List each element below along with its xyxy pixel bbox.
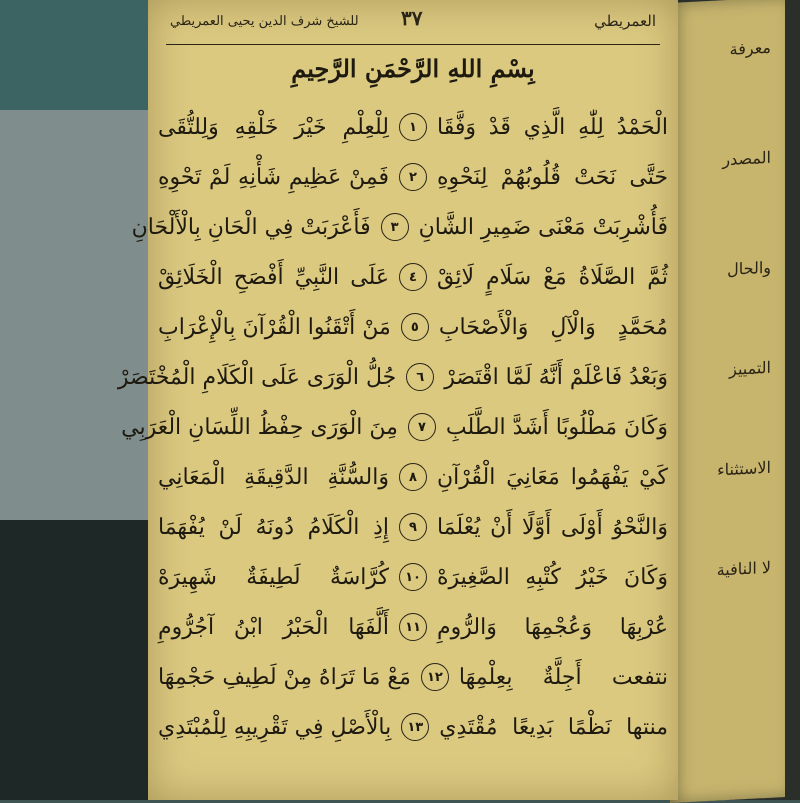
first-hemistich: منتها نَظْمًا بَدِيعًا مُقْتَدِي: [439, 714, 668, 740]
book-page: [117, 0, 678, 800]
verse-line: [158, 302, 668, 352]
second-hemistich: فَمِنْ عَظِيمِ شَأْنِهِ لَمْ تَحْوِهِ: [158, 164, 389, 190]
verse-number-marker: ٣: [381, 213, 409, 241]
second-hemistich: كُرَّاسَةٌ لَطِيفَةٌ شَهِيرَهْ: [158, 564, 389, 590]
adjacent-page: [670, 0, 785, 803]
page-header: [166, 4, 660, 45]
adjacent-fragment: الاستثناء: [717, 457, 771, 480]
second-hemistich: مِنَ الْوَرَى حِفْظُ اللِّسَانِ الْعَرَبِي: [121, 414, 398, 440]
background-fabric-bottom: [0, 520, 150, 800]
verse-number-marker: ١١: [399, 613, 427, 641]
adjacent-fragment: لا النافية: [716, 557, 771, 580]
second-hemistich: وَالسُّنَّةِ الدَّقِيقَةِ الْمَعَانِي: [158, 464, 389, 490]
first-hemistich: مُحَمَّدٍ وَالْآلِ وَالْأَصْحَابِ: [438, 314, 668, 340]
verse-number-marker: ٩: [399, 513, 427, 541]
verse-number-marker: ٢: [399, 163, 427, 191]
second-hemistich: جُلُّ الْوَرَى عَلَى الْكَلَامِ الْمُخْتَصَرْ: [117, 364, 397, 390]
second-hemistich: بِالْأَصْلِ فِي تَقْرِيبِهِ لِلْمُبْتَدِي: [158, 714, 392, 740]
verse-number-marker: ١٠: [399, 563, 427, 591]
first-hemistich: عُرْبِهَا وَعُجْمِهَا وَالرُّومِ: [437, 614, 668, 640]
first-hemistich: نتفعت أَجِلَّةٌ بِعِلْمِهَا: [458, 664, 668, 690]
verse-line: [158, 602, 668, 652]
verse-line: [158, 102, 668, 152]
second-hemistich: عَلَى النَّبِيِّ أَفْصَحِ الْخَلَائِقْ: [158, 264, 389, 290]
verse-line: [131, 202, 668, 252]
first-hemistich: حَتَّى نَحَتْ قُلُوبُهُمْ لِنَحْوِهِ: [437, 164, 668, 190]
second-hemistich: أَلَّفَهَا الْحَبْرُ ابْنُ آجُرُّومِ: [158, 614, 389, 640]
first-hemistich: وَالنَّحْوُ أَوْلَى أَوَّلًا أَنْ يُعْلَمَا: [437, 514, 668, 540]
second-hemistich: مَنْ أَتْقَنُوا الْقُرْآنَ بِالْإِعْرَابِ: [158, 314, 391, 340]
verse-number-marker: ٨: [399, 463, 427, 491]
second-hemistich: فَأَعْرَبَتْ فِي الْحَانِ بِالْأَلْحَانِ: [131, 214, 371, 240]
verse-number-marker: ١٢: [421, 663, 449, 691]
author-line: للشيخ شرف الدين يحيى العمريطي: [170, 14, 359, 29]
verse-line: [158, 452, 668, 502]
verse-line: [121, 402, 668, 452]
verse-number-marker: ٥: [401, 313, 429, 341]
adjacent-fragment: والحال: [727, 257, 771, 280]
first-hemistich: فَأُشْرِبَتْ مَعْنَى ضَمِيرِ الشَّانِ: [418, 214, 668, 240]
first-hemistich: الْحَمْدُ لِلّٰهِ الَّذِي قَدْ وَفَّقَا: [437, 114, 668, 140]
first-hemistich: وَكَانَ مَطْلُوبًا أَشَدَّ الطَّلَبِ: [445, 414, 668, 440]
page-number: ٣٧: [401, 6, 423, 30]
first-hemistich: وَكَانَ خَيْرُ كُتْبِهِ الصَّغِيرَهْ: [437, 564, 668, 590]
adjacent-fragment: التمييز: [729, 357, 771, 379]
verse-number-marker: ٧: [408, 413, 436, 441]
adjacent-fragment: المصدر: [722, 147, 771, 170]
verse-line: [117, 352, 668, 402]
second-hemistich: إِذِ الْكَلَامُ دُونَهُ لَنْ يُفْهَمَا: [158, 514, 389, 540]
verse-number-marker: ١٣: [401, 713, 429, 741]
background-fabric-middle: [0, 110, 150, 530]
adjacent-fragment: معرفة: [729, 37, 771, 59]
verse-line: [158, 152, 668, 202]
basmala-heading: بِسْمِ اللهِ الرَّحْمَنِ الرَّحِيمِ: [291, 54, 535, 83]
verse-line: [158, 552, 668, 602]
second-hemistich: لِلْعِلْمِ خَيْرَ خَلْقِهِ وَلِلتُّقَى: [158, 114, 389, 140]
first-hemistich: ثُمَّ الصَّلَاةُ مَعْ سَلَامٍ لَائِقْ: [437, 264, 668, 290]
running-title: العمريطي: [594, 12, 656, 30]
first-hemistich: وَبَعْدُ فَاعْلَمْ أَنَّهُ لَمَّا اقْتَصَرْ: [444, 364, 668, 390]
verse-number-marker: ٦: [406, 363, 434, 391]
second-hemistich: مَعْ مَا تَرَاهُ مِنْ لَطِيفِ حَجْمِهَا: [158, 664, 411, 690]
verse-line: [158, 652, 668, 702]
verse-line: [158, 502, 668, 552]
verse-number-marker: ٤: [399, 263, 427, 291]
background-fabric-top: [0, 0, 150, 120]
verse-line: [158, 702, 668, 752]
verse-number-marker: ١: [399, 113, 427, 141]
verse-line: [158, 252, 668, 302]
first-hemistich: كَيْ يَفْهَمُوا مَعَانِيَ الْقُرْآنِ: [437, 464, 668, 490]
